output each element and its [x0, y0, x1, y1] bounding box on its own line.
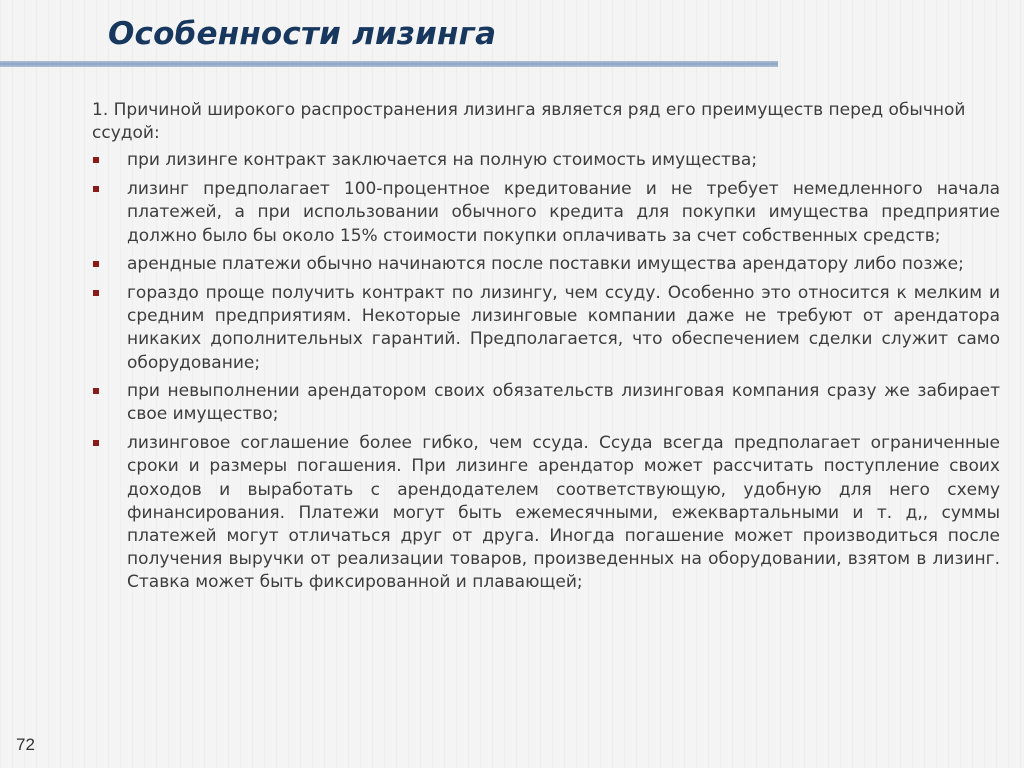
bullet-item — [92, 178, 1000, 248]
bullet-text: арендные платежи обычно начинаются после поставки имущества арендатору либо позже; — [127, 254, 964, 275]
square-bullet-icon — [93, 440, 99, 446]
bullet-item — [92, 432, 1000, 594]
page-number: 72 — [16, 735, 35, 754]
bullet-text: лизинговое соглашение более гибко, чем ссуда. Ссуда всегда предполагает ограниченные сроки и размеры погашения. При лизинге арендатор может рассчитать поступление своих доходов и выработать с арендодателем соответствующую, удобную для него схему финансирования. Платежи могут быть ежемесячными, ежеквартальными и т. д,, суммы платежей могут отличаться друг от друга. Иногда погашение может производиться после получения выручки от реализации товаров, произведенных на оборудовании, взятом в лизинг. Ставка может быть фиксированной и плавающей; — [127, 433, 1000, 593]
bullet-list — [92, 149, 1000, 594]
bullet-item — [92, 253, 1000, 276]
slide-title: Особенности лизинга — [108, 16, 497, 52]
bullet-item — [92, 380, 1000, 426]
bullet-text: при невыполнении арендатором своих обязательств лизинговая компания сразу же забирает свое имущество; — [127, 381, 1000, 425]
bullet-item — [92, 149, 1000, 172]
square-bullet-icon — [93, 290, 99, 296]
square-bullet-icon — [93, 261, 99, 267]
title-underline-rule — [0, 61, 778, 67]
intro-paragraph: 1. Причиной широкого распространения лизинга является ряд его преимуществ перед обычной ссудой: — [92, 100, 966, 144]
bullet-text: лизинг предполагает 100-процентное кредитование и не требует немедленного начала платежей, а при использовании обычного кредита для покупки имущества предприятие должно было бы около 15% стоимости покупки оплачивать за счет собственных средств; — [127, 179, 1000, 246]
square-bullet-icon — [93, 186, 99, 192]
bullet-text: при лизинге контракт заключается на полную стоимость имущества; — [127, 150, 758, 171]
square-bullet-icon — [93, 388, 99, 394]
bullet-item — [92, 282, 1000, 375]
square-bullet-icon — [93, 157, 99, 163]
slide-content — [92, 99, 1000, 600]
bullet-text: гораздо проще получить контракт по лизингу, чем ссуду. Особенно это относится к мелким и средним предприятиям. Некоторые лизинговые компании даже не требуют от арендатора никаких дополнительных гарантий. Предполагается, что обеспечением сделки служит само оборудование; — [127, 282, 1000, 373]
